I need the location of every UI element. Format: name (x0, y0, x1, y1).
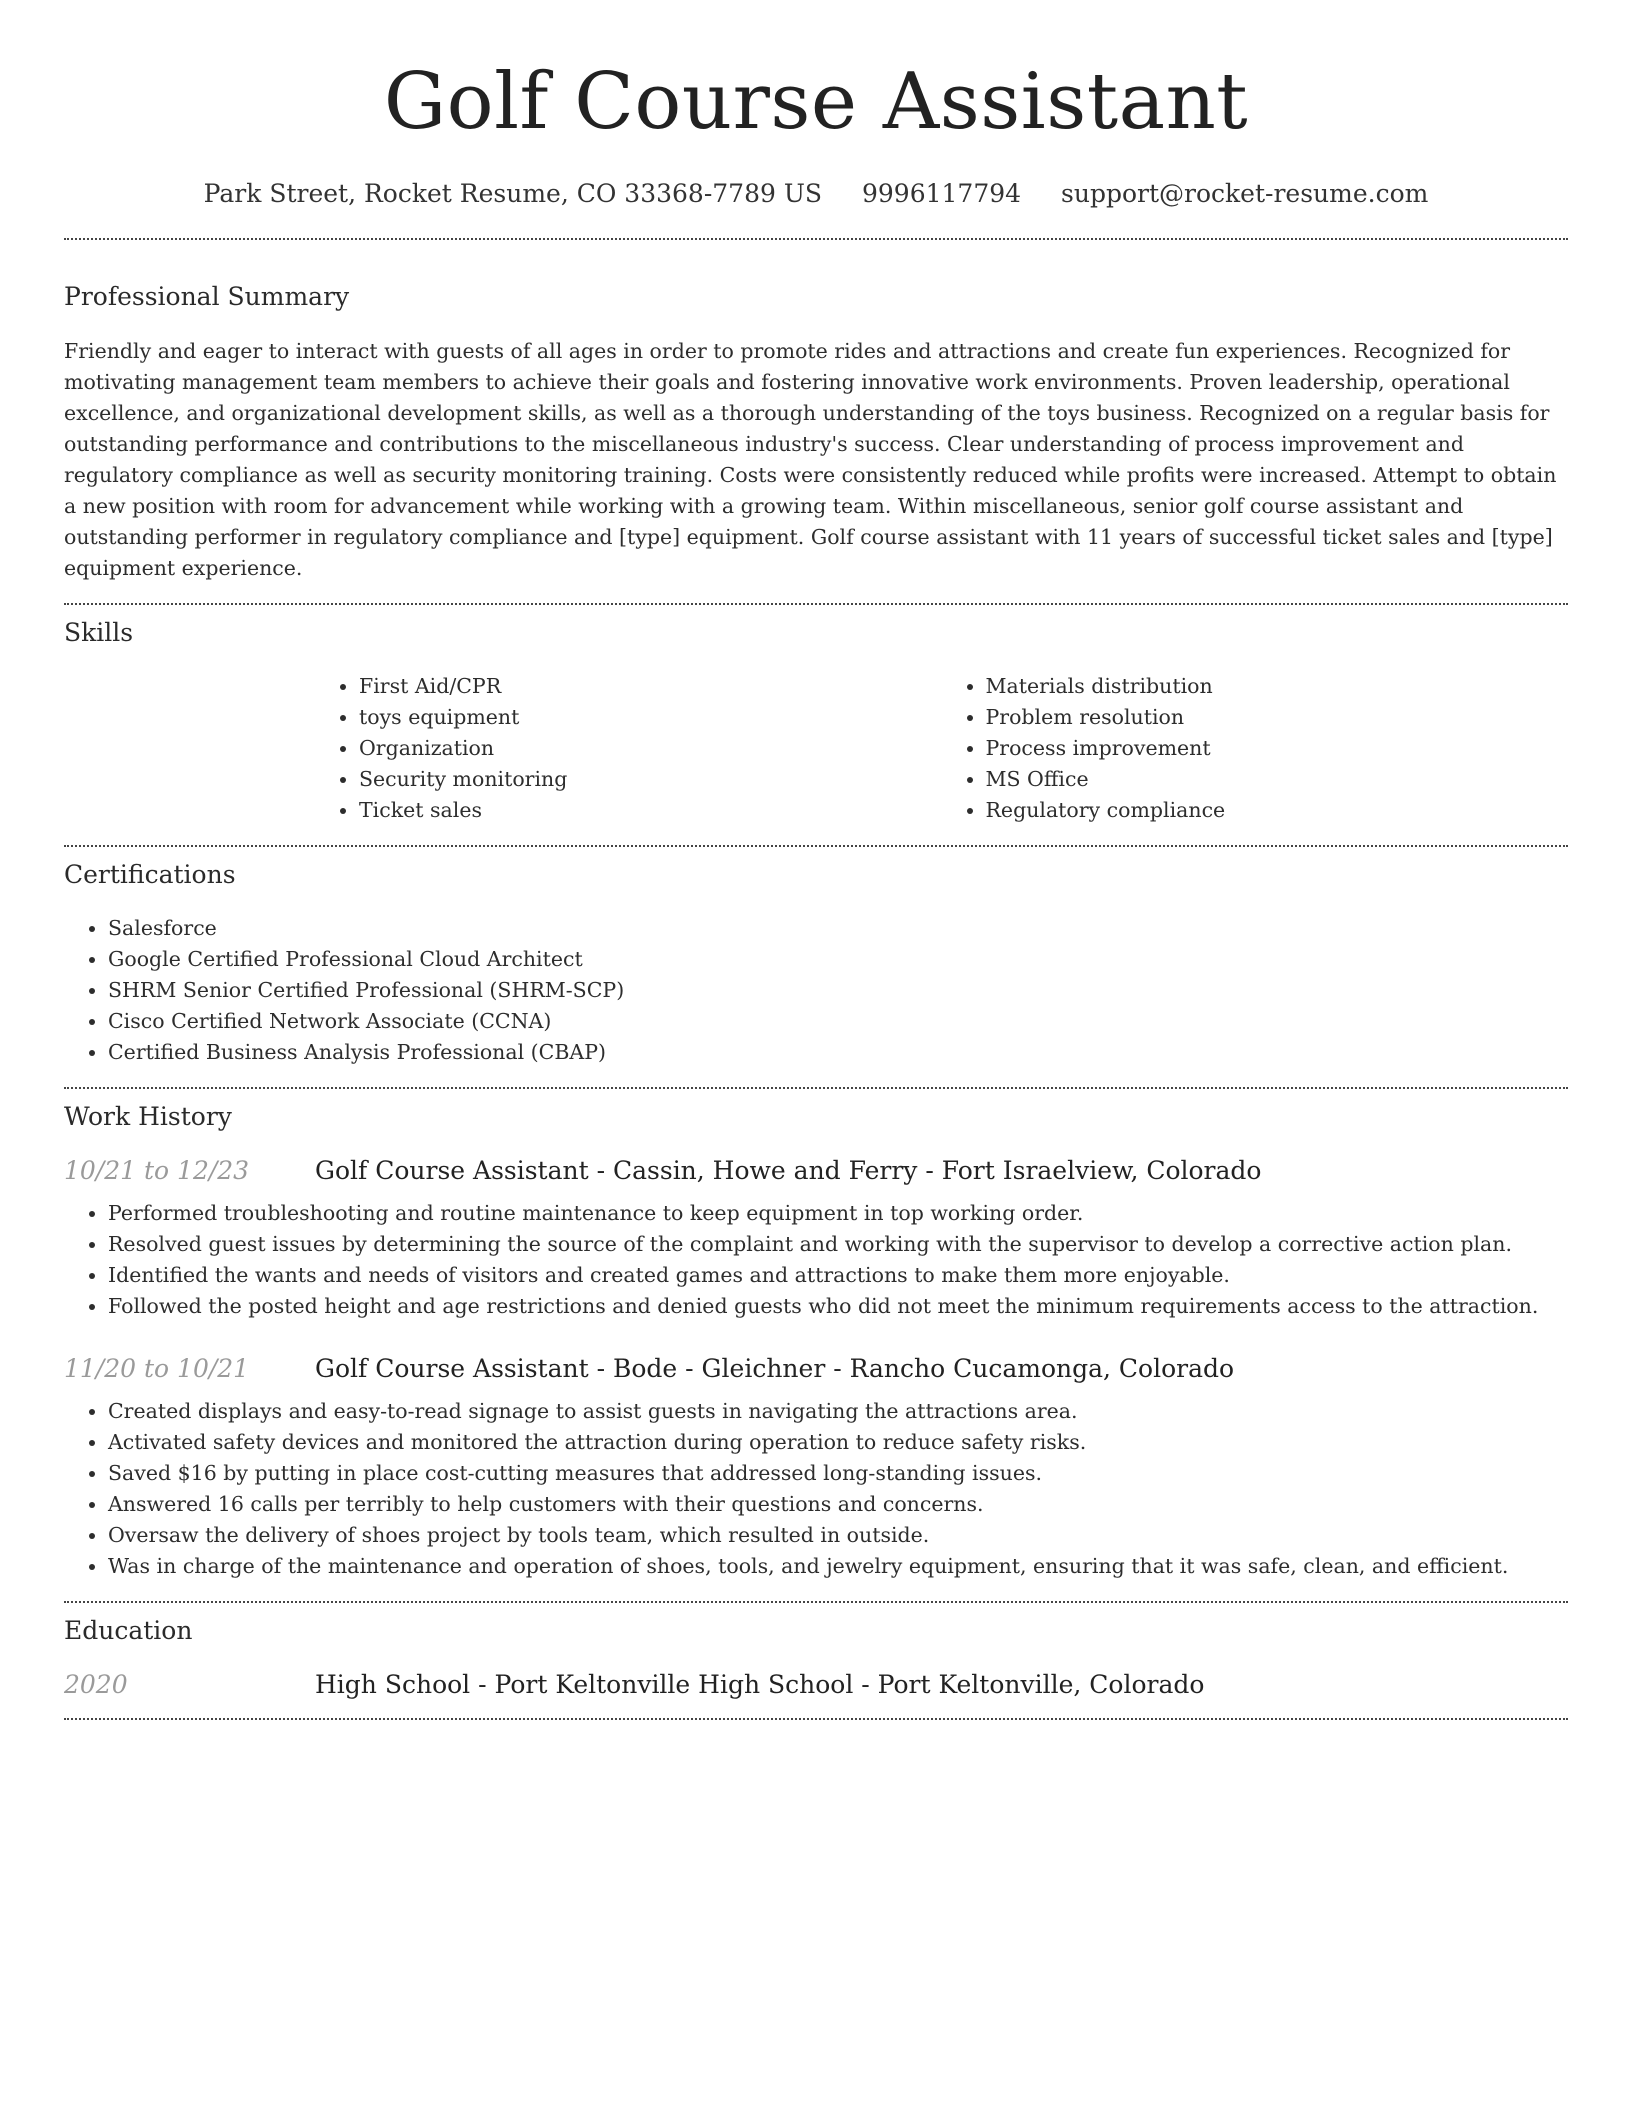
job-header (64, 1156, 1568, 1185)
skills-list-left (315, 671, 942, 826)
job-bullet: • Resolved guest issues by determining the source of the complaint and working with the supervisor to develop a corrective action plan. (108, 1229, 1568, 1260)
skill-item: • Process improvement (986, 733, 1569, 764)
summary-text: Friendly and eager to interact with guests of all ages in order to promote rides and attractions and create fun experiences. Recognized for motivating management team members to achieve their goals and fostering innovative work environments. Proven leadership, operational excellence, and organizational development skills, as well as a thorough understanding of the toys business. Recognized on a regular basis for outstanding performance and contributions to the miscellaneous industry's success. Clear understanding of process improvement and regulatory compliance as well as security monitoring training. Costs were consistently reduced while profits were increased. Attempt to obtain a new position with room for advancement while working with a growing team. Within miscellaneous, senior golf course assistant and outstanding performer in regulatory compliance and [type] equipment. Golf course assistant with 11 years of successful ticket sales and [type] equipment experience. (64, 339, 1557, 580)
divider (64, 1601, 1568, 1603)
section-title-skills: Skills (64, 618, 134, 647)
education-year: 2020 (64, 1670, 128, 1699)
certification-item: • Google Certified Professional Cloud Architect (108, 944, 1568, 975)
job-heading: Golf Course Assistant - Bode - Gleichner - Rancho Cucamonga, Colorado (315, 1354, 1235, 1383)
contact-line (64, 174, 1568, 214)
job-dates: 11/20 to 10/21 (64, 1354, 250, 1383)
skill-item: • Problem resolution (986, 702, 1569, 733)
section-title-work-history: Work History (64, 1102, 232, 1131)
divider (64, 1718, 1568, 1720)
certification-item: • Certified Business Analysis Professional (CBAP) (108, 1037, 1568, 1068)
job-bullet: • Saved $16 by putting in place cost-cutting measures that addressed long-standing issues. (108, 1458, 1568, 1489)
certification-item: • Salesforce (108, 913, 1568, 944)
contact-email: support@rocket-resume.com (1061, 179, 1429, 208)
skill-item: • Organization (359, 733, 942, 764)
job-bullet: • Identified the wants and needs of visitors and created games and attractions to make them more enjoyable. (108, 1260, 1568, 1291)
certifications-list (64, 913, 1568, 1068)
divider (64, 238, 1568, 240)
job-bullet: • Followed the posted height and age restrictions and denied guests who did not meet the minimum requirements access to the attraction. (108, 1291, 1568, 1322)
education-heading: High School - Port Keltonville High School - Port Keltonville, Colorado (315, 1670, 1205, 1699)
work-history-section (64, 1100, 1568, 1582)
section-title-summary: Professional Summary (64, 282, 350, 311)
divider (64, 845, 1568, 847)
job-bullet: • Created displays and easy-to-read signage to assist guests in navigating the attractions area. (108, 1396, 1568, 1427)
skill-item: • Regulatory compliance (986, 795, 1569, 826)
skills-section (64, 616, 1568, 826)
contact-address: Park Street, Rocket Resume, CO 33368-7789 US (203, 179, 823, 208)
job-entry (64, 1156, 1568, 1322)
section-title-certifications: Certifications (64, 860, 236, 889)
skill-item: • toys equipment (359, 702, 942, 733)
job-bullet: • Performed troubleshooting and routine maintenance to keep equipment in top working order. (108, 1198, 1568, 1229)
skill-item: • Ticket sales (359, 795, 942, 826)
job-bullet: • Activated safety devices and monitored the attraction during operation to reduce safety risks. (108, 1427, 1568, 1458)
certification-item: • Cisco Certified Network Associate (CCNA) (108, 1006, 1568, 1037)
certification-item: • SHRM Senior Certified Professional (SHRM-SCP) (108, 975, 1568, 1006)
skill-item: • First Aid/CPR (359, 671, 942, 702)
skill-item: • Materials distribution (986, 671, 1569, 702)
summary-section (64, 280, 1568, 584)
section-title-education: Education (64, 1616, 193, 1645)
education-entry (64, 1670, 1568, 1699)
job-entry (64, 1354, 1568, 1582)
job-bullet: • Was in charge of the maintenance and operation of shoes, tools, and jewelry equipment, ensuring that it was safe, clean, and efficient. (108, 1551, 1568, 1582)
certifications-section (64, 858, 1568, 1068)
resume-name: Golf Course Assistant (383, 57, 1249, 147)
job-heading: Golf Course Assistant - Cassin, Howe and Ferry - Fort Israelview, Colorado (315, 1156, 1262, 1185)
job-bullets (64, 1198, 1568, 1322)
job-bullets (64, 1396, 1568, 1582)
skills-list-right (942, 671, 1569, 826)
job-bullet: • Oversaw the delivery of shoes project by tools team, which resulted in outside. (108, 1520, 1568, 1551)
job-bullet: • Answered 16 calls per terribly to help customers with their questions and concerns. (108, 1489, 1568, 1520)
divider (64, 603, 1568, 605)
job-dates: 10/21 to 12/23 (64, 1156, 250, 1185)
skills-columns (315, 671, 1568, 826)
education-section (64, 1614, 1568, 1699)
contact-phone: 9996117794 (862, 179, 1022, 208)
skill-item: • Security monitoring (359, 764, 942, 795)
job-header (64, 1354, 1568, 1383)
skill-item: • MS Office (986, 764, 1569, 795)
divider (64, 1087, 1568, 1089)
